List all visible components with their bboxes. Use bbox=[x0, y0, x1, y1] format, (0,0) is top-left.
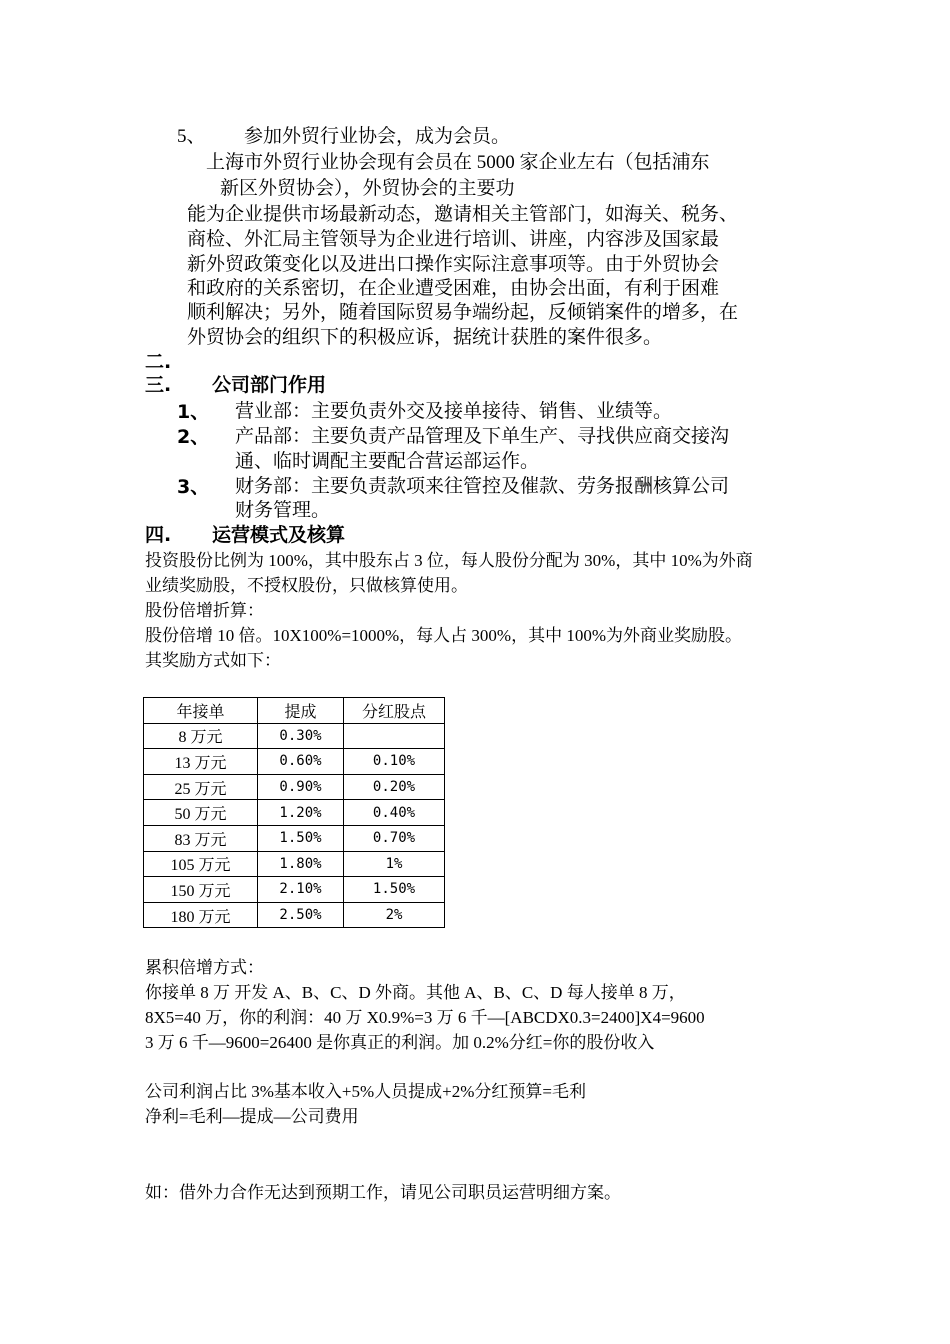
heading-three-number: 三. bbox=[145, 374, 172, 396]
body-line: 股份倍增 10 倍。10X100%=1000%，每人占 300%，其中 100%为外商业奖励股。 bbox=[145, 626, 743, 645]
table-header-cell: 分红股点 bbox=[344, 698, 445, 724]
footer-note: 如：借外力合作无达到预期工作，请见公司职员运营明细方案。 bbox=[145, 1183, 621, 1202]
dept-item-line: 营业部：主要负责外交及接单接待、销售、业绩等。 bbox=[235, 401, 673, 422]
dept-item-number: 1、 bbox=[177, 401, 210, 423]
table-row bbox=[144, 902, 445, 928]
reward-table bbox=[143, 697, 445, 928]
table-cell bbox=[344, 723, 445, 749]
table-cell: 2% bbox=[344, 902, 445, 928]
body-line: 3 万 6 千—9600=26400 是你真正的利润。加 0.2%分红=你的股份收入 bbox=[145, 1033, 655, 1052]
table-cell: 0.70% bbox=[344, 825, 445, 851]
table-cell: 0.30% bbox=[258, 723, 344, 749]
table-cell: 0.20% bbox=[344, 774, 445, 800]
table-row bbox=[144, 877, 445, 903]
table-row bbox=[144, 774, 445, 800]
table-cell: 180 万元 bbox=[144, 902, 258, 928]
dept-item-line: 财务管理。 bbox=[235, 500, 331, 521]
table-cell: 1.50% bbox=[258, 825, 344, 851]
table-cell: 1% bbox=[344, 851, 445, 877]
heading-two: 二. bbox=[145, 351, 172, 373]
table-cell: 83 万元 bbox=[144, 825, 258, 851]
table-cell: 0.60% bbox=[258, 749, 344, 775]
table-cell: 50 万元 bbox=[144, 800, 258, 826]
body-line: 投资股份比例为 100%，其中股东占 3 位，每人股份分配为 30%，其中 10%为外商 bbox=[145, 551, 753, 570]
table-row bbox=[144, 749, 445, 775]
table-row bbox=[144, 825, 445, 851]
table-header-cell: 年接单 bbox=[144, 698, 258, 724]
table-header-cell: 提成 bbox=[258, 698, 344, 724]
body-line: 累积倍增方式： bbox=[145, 958, 264, 977]
body-line: 业绩奖励股，不授权股份，只做核算使用。 bbox=[145, 576, 468, 595]
section5-line: 能为企业提供市场最新动态，邀请相关主管部门，如海关、税务、 bbox=[187, 204, 739, 225]
body-line: 净利=毛利—提成—公司费用 bbox=[145, 1107, 359, 1126]
section5-line: 和政府的关系密切，在企业遭受困难，由协会出面，有利于困难 bbox=[187, 278, 720, 299]
table-cell: 1.20% bbox=[258, 800, 344, 826]
table-row bbox=[144, 851, 445, 877]
table-cell: 1.80% bbox=[258, 851, 344, 877]
table-cell: 2.50% bbox=[258, 902, 344, 928]
dept-item-line: 通、临时调配主要配合营运部运作。 bbox=[235, 451, 540, 472]
table-cell: 0.40% bbox=[344, 800, 445, 826]
heading-four-title: 运营模式及核算 bbox=[212, 524, 346, 546]
section5-line: 新区外贸协会），外贸协会的主要功 bbox=[220, 178, 515, 199]
table-cell: 8 万元 bbox=[144, 723, 258, 749]
heading-four-number: 四. bbox=[145, 524, 172, 546]
body-line: 8X5=40 万，你的利润：40 万 X0.9%=3 万 6 千—[ABCDX0.3=2400]X4=9600 bbox=[145, 1008, 705, 1027]
table-cell: 150 万元 bbox=[144, 877, 258, 903]
section5-line: 商检、外汇局主管领导为企业进行培训、讲座，内容涉及国家最 bbox=[187, 229, 720, 250]
table-cell: 1.50% bbox=[344, 877, 445, 903]
section5-line: 顺利解决；另外，随着国际贸易争端纷起，反倾销案件的增多，在 bbox=[187, 302, 739, 323]
table-cell: 13 万元 bbox=[144, 749, 258, 775]
table-cell: 2.10% bbox=[258, 877, 344, 903]
table-row bbox=[144, 800, 445, 826]
section5-line: 上海市外贸行业协会现有会员在 5000 家企业左右（包括浦东 bbox=[206, 152, 710, 173]
body-line: 公司利润占比 3%基本收入+5%人员提成+2%分红预算=毛利 bbox=[145, 1082, 586, 1101]
heading-three-title: 公司部门作用 bbox=[212, 374, 327, 396]
body-line: 股份倍增折算： bbox=[145, 601, 264, 620]
table-cell: 25 万元 bbox=[144, 774, 258, 800]
table-header-row bbox=[144, 698, 445, 724]
section5-title: 参加外贸行业协会，成为会员。 bbox=[244, 126, 511, 147]
dept-item-line: 产品部：主要负责产品管理及下单生产、寻找供应商交接沟 bbox=[235, 426, 730, 447]
section5-number: 5、 bbox=[177, 126, 206, 147]
body-line: 其奖励方式如下： bbox=[145, 651, 281, 670]
dept-item-line: 财务部：主要负责款项来往管控及催款、劳务报酬核算公司 bbox=[235, 476, 730, 497]
section5-line: 外贸协会的组织下的积极应诉，据统计获胜的案件很多。 bbox=[187, 327, 663, 348]
table-cell: 105 万元 bbox=[144, 851, 258, 877]
dept-item-number: 2、 bbox=[177, 426, 210, 448]
table-cell: 0.10% bbox=[344, 749, 445, 775]
body-line: 你接单 8 万 开发 A、B、C、D 外商。其他 A、B、C、D 每人接单 8 万， bbox=[145, 983, 686, 1002]
dept-item-number: 3、 bbox=[177, 476, 210, 498]
section5-line: 新外贸政策变化以及进出口操作实际注意事项等。由于外贸协会 bbox=[187, 254, 720, 275]
table-cell: 0.90% bbox=[258, 774, 344, 800]
table-row bbox=[144, 723, 445, 749]
